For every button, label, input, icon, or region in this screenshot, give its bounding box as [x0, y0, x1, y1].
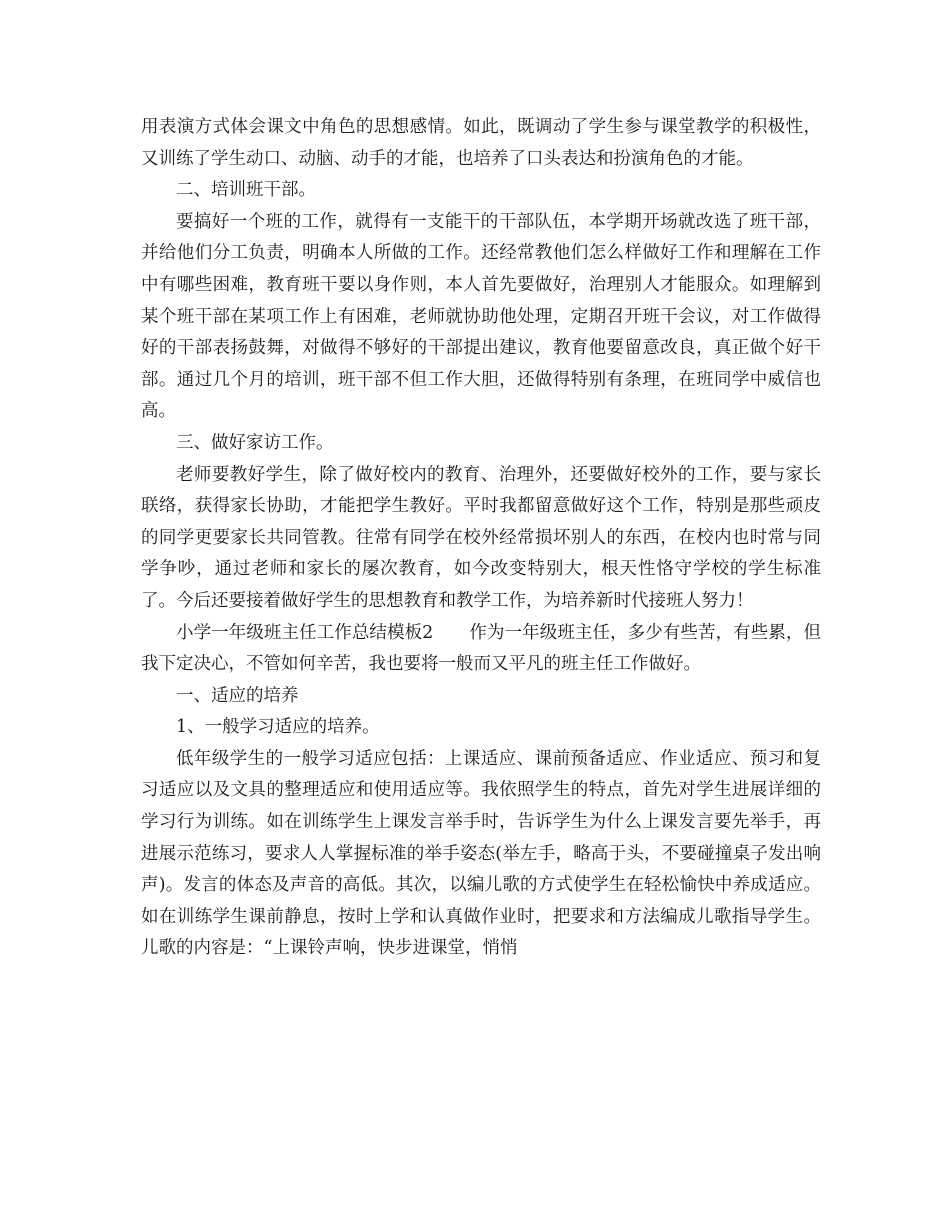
heading-home-visits: 三、做好家访工作。: [176, 432, 334, 453]
paragraph-home-visits: 老师要教好学生，除了做好校内的教育、治理外，还要做好校外的工作，要与家长联络，获得家长协助，才能把学生教好。平时我都留意做好这个工作，特别是那些顽皮的同学更要家长共同管教。往常有同学在校外经常损坏别人的东西，在校内也时常与同学争吵，通过老师和家长的屡次教育，如今改变特别大，根天性恪守学校的学生标准了。今后还要接着做好学生的思想教育和教学工作，为培养新时代接班人努力！: [141, 464, 821, 611]
document-body: [141, 112, 821, 965]
heading-study-habits: 1、一般学习适应的培养。: [176, 717, 380, 738]
paragraph-study-habits: 低年级学生的一般学习适应包括：上课适应、课前预备适应、作业适应、预习和复习适应以及文具的整理适应和使用适应等。我依照学生的特点，首先对学生进展详细的学习行为训练。如在训练学生上课发言举手时，告诉学生为什么上课发言要先举手，再进展示范练习，要求人人掌握标准的举手姿态(举左手，略高于头，不要碰撞桌子发出响声)。发言的体态及声音的高低。其次，以编儿歌的方式使学生在轻松愉快中养成适应。如在训练学生课前静息，按时上学和认真做作业时，把要求和方法编成儿歌指导学生。儿歌的内容是：“上课铃声响，快步进课堂，悄悄: [141, 748, 821, 959]
template-2-title: 小学一年级班主任工作总结模板2: [176, 622, 434, 643]
heading-habit-cultivation: 一、适应的培养: [176, 685, 299, 706]
heading-train-class-cadres: 二、培训班干部。: [176, 180, 316, 201]
paragraph-template-2: [141, 618, 821, 681]
template-2-intro: 作为一年级班主任，多少有些苦，有些累，但我下定决心，不管如何辛苦，我也要将一般而又平凡的班主任工作做好。: [141, 622, 821, 675]
paragraph-1: 用表演方式体会课文中角色的思想感情。如此，既调动了学生参与课堂教学的积极性，又训练了学生动口、动脑、动手的才能，也培养了口头表达和扮演角色的才能。: [141, 117, 821, 169]
paragraph-class-cadres: 要搞好一个班的工作，就得有一支能干的干部队伍，本学期开场就改选了班干部，并给他们分工负责，明确本人所做的工作。还经常教他们怎么样做好工作和理解在工作中有哪些困难，教育班干要以身作则，本人首先要做好，治理别人才能服众。如理解到某个班干部在某项工作上有困难，老师就协助他处理，定期召开班干会议，对工作做得好的干部表扬鼓舞，对做得不够好的干部提出建议，教育他要留意改良，真正做个好干部。通过几个月的培训，班干部不但工作大胆，还做得特别有条理，在班同学中威信也高。: [141, 211, 821, 422]
